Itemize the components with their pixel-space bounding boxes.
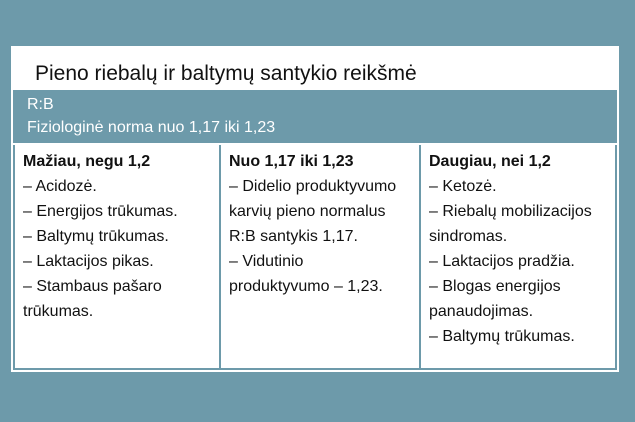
column-line: – Blogas energijos [429, 278, 561, 295]
ratio-label: R:B [27, 96, 54, 113]
column-line: – Laktacijos pikas. [23, 253, 154, 270]
ratio-columns [13, 145, 617, 370]
column-line: – Acidozė. [23, 178, 97, 195]
column-below [15, 145, 219, 368]
column-line: karvių pieno normalus [229, 203, 386, 220]
column-line: – Didelio produktyvumo [229, 178, 397, 195]
column-normal [219, 145, 419, 368]
norm-text: Fiziologinė norma nuo 1,17 iki 1,23 [27, 119, 276, 136]
column-line: – Riebalų mobilizacijos [429, 203, 592, 220]
column-line: – Ketozė. [429, 178, 497, 195]
column-line: – Baltymų trūkumas. [429, 328, 575, 345]
column-heading: Nuo 1,17 iki 1,23 [229, 153, 354, 170]
column-line: trūkumas. [23, 303, 94, 320]
column-heading: Mažiau, negu 1,2 [23, 153, 151, 170]
column-line: R:B santykis 1,17. [229, 228, 358, 245]
column-line: panaudojimas. [429, 303, 534, 320]
column-line: – Vidutinio [229, 253, 304, 270]
card-title: Pieno riebalų ir baltymų santykio reikšmė [35, 62, 417, 85]
norm-band [13, 90, 617, 143]
column-above [419, 145, 615, 368]
column-line: – Baltymų trūkumas. [23, 228, 169, 245]
info-card [11, 46, 619, 372]
column-line: – Laktacijos pradžia. [429, 253, 575, 270]
column-line: – Energijos trūkumas. [23, 203, 178, 220]
column-heading: Daugiau, nei 1,2 [429, 153, 551, 170]
column-line: sindromas. [429, 228, 508, 245]
column-line: produktyvumo – 1,23. [229, 278, 383, 295]
column-line: – Stambaus pašaro [23, 278, 162, 295]
